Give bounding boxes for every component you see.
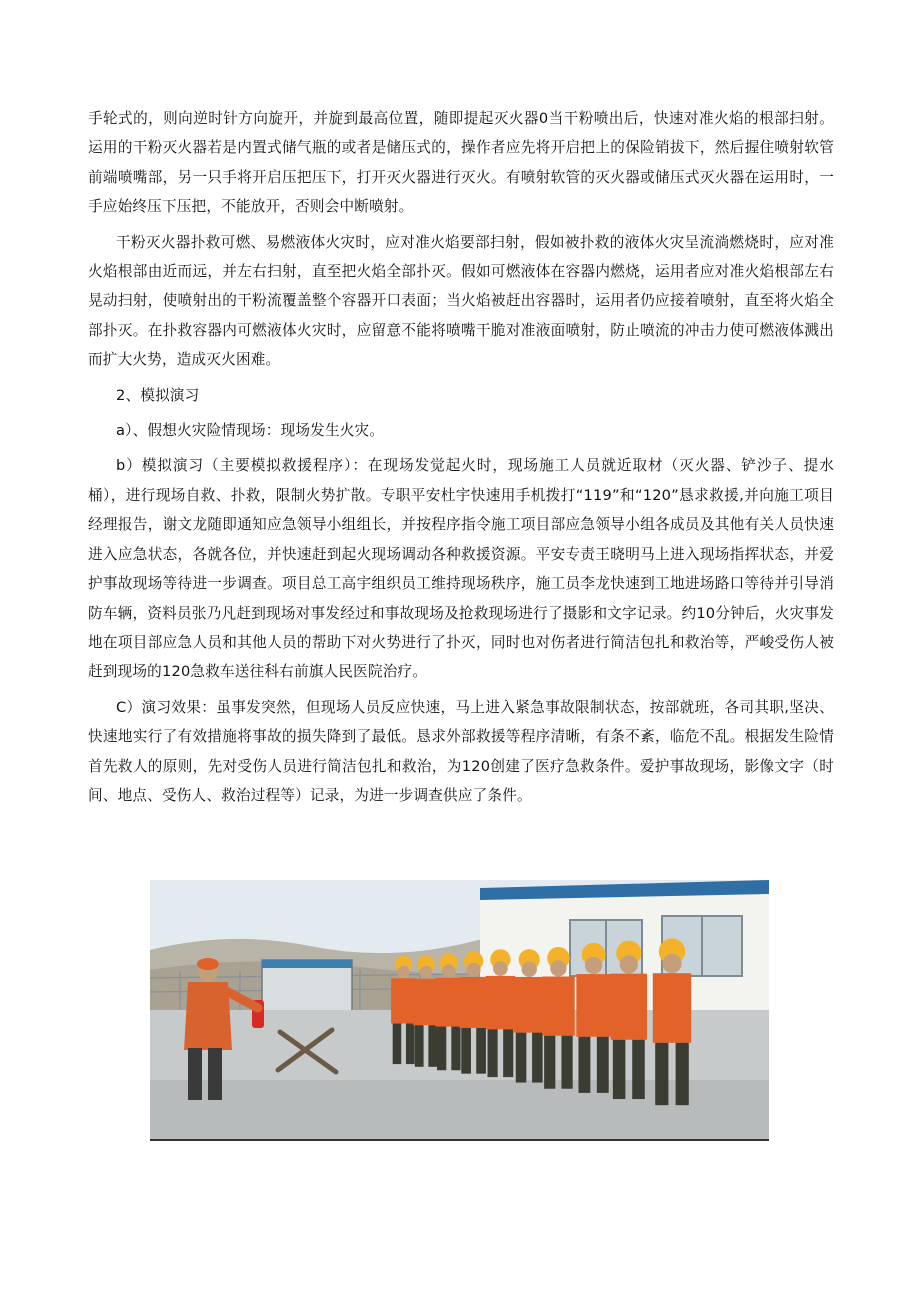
paragraph-drill-procedure: b）模拟演习（主要模拟救援程序）：在现场发觉起火时，现场施工人员就近取材（灭火器、铲沙子、提水桶），进行现场自救、扑救，限制火势扩散。专职平安杜宇快速用手机拨打“119”和“120”恳求救援,并向施工项目经理报告，谢文龙随即通知应急领导小组组长，并按程序指令施工项目部应急领导小组各成员及其他有关人员快速进入应急状态，各就各位，并快速赶到起火现场调动各种救援资源。平安专责王晓明马上进入现场指挥状态，并爱护事故现场等待进一步调查。项目总工高宇组织员工维持现场秩序，施工员李龙快速到工地进场路口等待并引导消防车辆，资料员张乃凡赶到现场对事发经过和事故现场及抢救现场进行了摄影和文字记录。约10分钟后，火灾事发地在项目部应急人员和其他人员的帮助下对火势进行了扑灭，同时也对伤者进行简洁包扎和救治等，严峻受伤人被赶到现场的120急救车送往科右前旗人民医院治疗。 [88, 457, 834, 681]
paragraph-drill-result: C）演习效果：虽事发突然，但现场人员反应快速，马上进入紧急事故限制状态，按部就班，各司其职,坚决、快速地实行了有效措施将事故的损失降到了最低。恳求外部救援等程序清晰，有条不紊，临危不乱。根据发生险情首先救人的原则，先对受伤人员进行简洁包扎和救治，为120创建了医疗急救条件。爱护事故现场，影像文字（时间、地点、受伤人、救治过程等）记录，为进一步调查供应了条件。 [88, 698, 834, 804]
fire-drill-scene [150, 880, 769, 1139]
paragraph-scenario: a）、假想火灾险情现场：现场发生火灾。 [116, 422, 385, 440]
fire-drill-photo [150, 880, 769, 1141]
section-heading-drill: 2、模拟演习 [116, 386, 200, 404]
paragraph-liquid-fire: 干粉灭火器扑救可燃、易燃液体火灾时，应对准火焰要部扫射，假如被扑救的液体火灾呈流淌燃烧时，应对准火焰根部由近而远，并左右扫射，直至把火焰全部扑灭。假如可燃液体在容器内燃烧，运用者应对准火焰根部左右晃动扫射，使喷射出的干粉流覆盖整个容器开口表面；当火焰被赶出容器时，运用者仍应接着喷射，直至将火焰全部扑灭。在扑救容器内可燃液体火灾时，应留意不能将喷嘴干脆对准液面喷射，防止喷流的冲击力使可燃液体溅出而扩大火势，造成灭火困难。 [88, 233, 834, 369]
paragraph-extinguisher-operation: 手轮式的，则向逆时针方向旋开，并旋到最高位置，随即提起灭火器0当干粉喷出后，快速对准火焰的根部扫射。运用的干粉灭火器若是内置式储气瓶的或者是储压式的，操作者应先将开启把上的保险销拔下，然后握住喷射软管前端喷嘴部，另一只手将开启压把压下，打开灭火器进行灭火。有喷射软管的灭火器或储压式灭火器在运用时，一手应始终压下压把，不能放开，否则会中断喷射。 [88, 110, 834, 216]
body-text [88, 104, 834, 810]
